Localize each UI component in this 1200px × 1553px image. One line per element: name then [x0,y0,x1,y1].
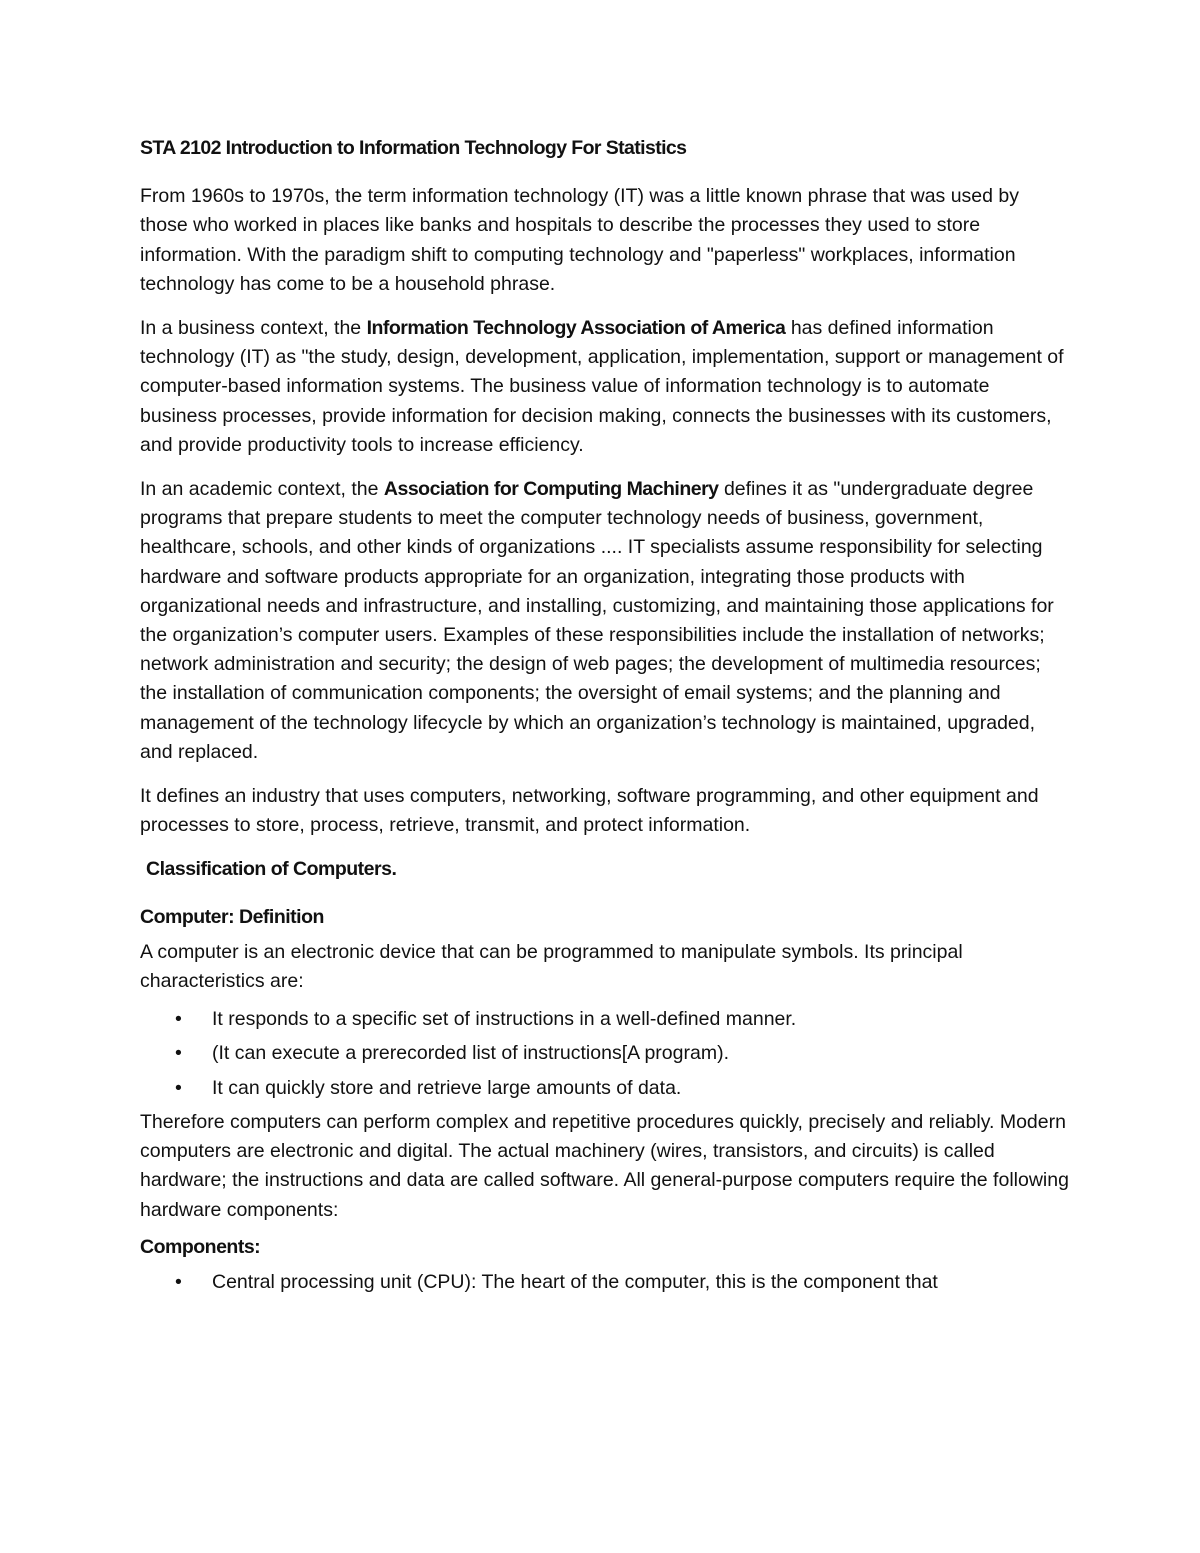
bullet-icon: • [175,1076,182,1099]
hardware-paragraph: Therefore computers can perform complex and repetitive procedures quickly, precisely and reliably. Modern computers are electronic and digital. The actual machinery (wires, transistors, and circuits) is called hardware; the instructions and data are called software. All general-purpose computers require the following hardware components: [140,1110,1069,1221]
classification-heading: Classification of Computers. [146,858,397,881]
academic-context-lead: In an academic context, the [140,478,384,501]
itaa-org-name: Information Technology Association of America [366,317,786,340]
list-item-text: Central processing unit (CPU): The heart of the computer, this is the component that [212,1270,938,1293]
list-item [140,1074,1070,1103]
components-list [140,1268,1070,1297]
list-item [140,1039,1070,1068]
intro-paragraph: From 1960s to 1970s, the term information technology (IT) was a little known phrase that was used by those who worked in places like banks and hospitals to describe the processes they used to store information. With the paradigm shift to computing technology and "paperless" workplaces, information technology has come to be a household phrase. [140,185,1020,295]
business-context-paragraph [140,314,1070,460]
definition-heading: Computer: Definition [140,905,324,928]
bullet-icon: • [175,1270,182,1293]
list-item [140,1005,1070,1034]
academic-context-body: defines it as "undergraduate degree programs that prepare students to meet the computer technology needs of business, government, healthcare, schools, and other kinds of organizations .... IT specialists assume responsibility for selecting hardware and software products appropriate for an organization, integrating those products with organizational needs and infrastructure, and installing, customizing, and maintaining those applications for the organization’s computer users. Examples of these responsibilities include the installation of networks; network administration and security; the design of web pages; the development of multimedia resources; the installation of communication components; the oversight of email systems; and the planning and management of the technology lifecycle by which an organization’s technology is maintained, upgraded, and replaced. [140,478,1054,763]
list-item [140,1268,1070,1297]
business-context-body: has defined information technology (IT) as "the study, design, development, application, implementation, support or management of computer-based information systems. The business value of information technology is to automate business processes, provide information for decision making, connects the businesses with its customers, and provide productivity tools to increase efficiency. [140,317,1064,456]
acm-org-name: Association for Computing Machinery [383,478,719,501]
list-item-text: It can quickly store and retrieve large amounts of data. [212,1076,682,1099]
list-item-text: (It can execute a prerecorded list of instructions[A program). [212,1042,729,1065]
industry-paragraph: It defines an industry that uses computers, networking, software programming, and other equipment and processes to store, process, retrieve, transmit, and protect information. [140,785,1039,837]
characteristics-list [140,1005,1070,1103]
document-title: STA 2102 Introduction to Information Technology For Statistics [140,137,687,159]
bullet-icon: • [175,1042,182,1065]
academic-context-paragraph [140,475,1070,767]
business-context-lead: In a business context, the [140,317,367,340]
components-heading: Components: [140,1235,261,1258]
document-page [140,134,1070,1302]
bullet-icon: • [175,1008,182,1031]
list-item-text: It responds to a specific set of instructions in a well-defined manner. [212,1008,797,1031]
definition-paragraph: A computer is an electronic device that can be programmed to manipulate symbols. Its principal characteristics are: [140,940,963,993]
